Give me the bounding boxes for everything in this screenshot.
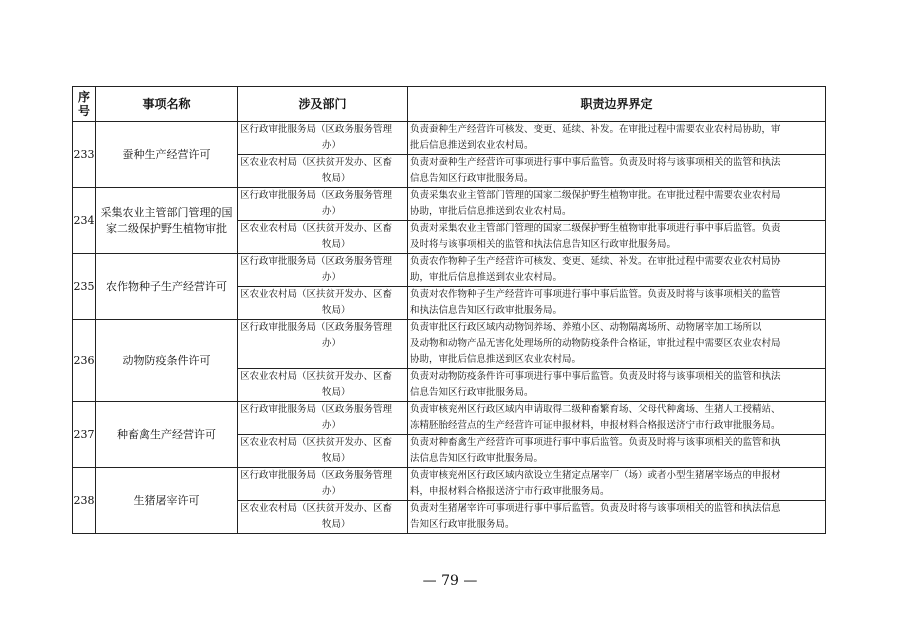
item-number: 235	[73, 254, 96, 320]
duty-cell	[408, 155, 826, 188]
header-seq-line1: 序	[77, 90, 90, 104]
department-text-line: 区行政审批服务局（区政务服务管理	[240, 256, 393, 267]
duty-cell	[408, 287, 826, 320]
header-department: 涉及部门	[238, 87, 408, 122]
table-row	[73, 254, 826, 287]
item-number: 237	[73, 402, 96, 468]
department-cell	[238, 435, 408, 468]
item-name: 农作物种子生产经营许可	[96, 254, 238, 320]
duty-text-line: 及时将与该事项相关的监管和执法信息告知区行政审批服务局。	[410, 239, 677, 250]
table-row	[73, 320, 826, 369]
duty-text-line: 料，申报材料合格报送济宁市行政审批服务局。	[410, 486, 610, 497]
department-text-line: 区行政审批服务局（区政务服务管理	[240, 124, 393, 135]
department-text-line: 牧局）	[322, 173, 351, 184]
duty-cell	[408, 188, 826, 221]
duty-text-line: 批后信息推送到农业农村局。	[410, 140, 534, 151]
department-cell	[238, 320, 408, 369]
duty-text-line: 信息告知区行政审批服务局。	[410, 387, 534, 398]
duty-text-line: 及动物和动物产品无害化处理场所的动物防疫条件合格证，审批过程中需要区农业农村局	[410, 338, 781, 349]
duty-cell	[408, 402, 826, 435]
duty-cell	[408, 320, 826, 369]
duty-cell	[408, 501, 826, 534]
duty-cell	[408, 122, 826, 155]
department-cell	[238, 221, 408, 254]
duty-text-line: 告知区行政审批服务局。	[410, 519, 515, 530]
header-seq-line2: 号	[77, 104, 90, 118]
duty-boundary-table	[72, 86, 826, 534]
department-cell	[238, 402, 408, 435]
department-text-line: 牧局）	[322, 519, 351, 530]
department-text-line: 办）	[322, 420, 342, 431]
page-number: — 79 —	[422, 573, 478, 589]
department-cell	[238, 155, 408, 188]
department-cell	[238, 468, 408, 501]
department-text-line: 办）	[322, 206, 342, 217]
table-header-row	[73, 87, 826, 122]
item-number: 238	[73, 468, 96, 534]
duty-cell	[408, 221, 826, 254]
header-item-name: 事项名称	[96, 87, 238, 122]
department-text-line: 区行政审批服务局（区政务服务管理	[240, 404, 393, 415]
department-text-line: 区行政审批服务局（区政务服务管理	[240, 322, 393, 333]
duty-text-line: 负责对种畜禽生产经营许可事项进行事中事后监管。负责及时将与该事项相关的监管和执	[410, 437, 781, 448]
department-cell	[238, 369, 408, 402]
duty-text-line: 助，审批后信息推送到农业农村局。	[410, 272, 563, 283]
department-text-line: 区农业农村局（区扶贫开发办、区畜	[240, 289, 393, 300]
department-text-line: 办）	[322, 140, 342, 151]
duty-text-line: 负责采集农业主管部门管理的国家二级保护野生植物审批。在审批过程中需要农业农村局	[410, 190, 781, 201]
item-number: 236	[73, 320, 96, 402]
item-name: 生猪屠宰许可	[96, 468, 238, 534]
department-text-line: 牧局）	[322, 387, 351, 398]
duty-text-line: 协助，审批后信息推送到区农业农村局。	[410, 354, 582, 365]
department-text-line: 区行政审批服务局（区政务服务管理	[240, 470, 393, 481]
department-text-line: 区农业农村局（区扶贫开发办、区畜	[240, 371, 393, 382]
item-name: 种畜禽生产经营许可	[96, 402, 238, 468]
duty-text-line: 法信息告知区行政审批服务局。	[410, 453, 544, 464]
department-cell	[238, 122, 408, 155]
table-row	[73, 402, 826, 435]
department-text-line: 办）	[322, 338, 342, 349]
table-row	[73, 468, 826, 501]
duty-text-line: 负责对蚕种生产经营许可事项进行事中事后监管。负责及时将与该事项相关的监管和执法	[410, 157, 781, 168]
department-text-line: 牧局）	[322, 305, 351, 316]
department-text-line: 办）	[322, 272, 342, 283]
duty-cell	[408, 435, 826, 468]
duty-text-line: 负责蚕种生产经营许可核发、变更、延续、补发。在审批过程中需要农业农村局协助，审	[410, 124, 781, 135]
duty-text-line: 负责审核兖州区行政区域内欲设立生猪定点屠宰厂（场）或者小型生猪屠宰场点的申报材	[410, 470, 781, 481]
item-number: 233	[73, 122, 96, 188]
department-text-line: 区农业农村局（区扶贫开发办、区畜	[240, 157, 393, 168]
duty-text-line: 负责农作物种子生产经营许可核发、变更、延续、补发。在审批过程中需要农业农村局协	[410, 256, 781, 267]
duty-cell	[408, 468, 826, 501]
duty-text-line: 信息告知区行政审批服务局。	[410, 173, 534, 184]
item-name: 采集农业主管部门管理的国家二级保护野生植物审批	[96, 188, 238, 254]
item-name: 蚕种生产经营许可	[96, 122, 238, 188]
table-row	[73, 188, 826, 221]
table-row	[73, 122, 826, 155]
duty-cell	[408, 254, 826, 287]
header-seq	[73, 87, 96, 122]
duty-text-line: 负责对生猪屠宰许可事项进行事中事后监管。负责及时将与该事项相关的监管和执法信息	[410, 503, 781, 514]
department-cell	[238, 254, 408, 287]
duty-text-line: 负责审核兖州区行政区域内申请取得二级种畜繁育场、父母代种禽场、生猪人工授精站、	[410, 404, 781, 415]
table-body	[73, 122, 826, 534]
department-cell	[238, 188, 408, 221]
department-text-line: 区行政审批服务局（区政务服务管理	[240, 190, 393, 201]
item-name: 动物防疫条件许可	[96, 320, 238, 402]
duty-cell	[408, 369, 826, 402]
department-cell	[238, 287, 408, 320]
department-cell	[238, 501, 408, 534]
duty-text-line: 负责对动物防疫条件许可事项进行事中事后监管。负责及时将与该事项相关的监管和执法	[410, 371, 781, 382]
department-text-line: 牧局）	[322, 239, 351, 250]
department-text-line: 区农业农村局（区扶贫开发办、区畜	[240, 503, 393, 514]
duty-text-line: 冻精胚胎经营点的生产经营许可证申报材料，申报材料合格报送济宁市行政审批服务局。	[410, 420, 781, 431]
department-text-line: 区农业农村局（区扶贫开发办、区畜	[240, 223, 393, 234]
department-text-line: 区农业农村局（区扶贫开发办、区畜	[240, 437, 393, 448]
department-text-line: 牧局）	[322, 453, 351, 464]
item-number: 234	[73, 188, 96, 254]
duty-text-line: 负责对农作物种子生产经营许可事项进行事中事后监管。负责及时将与该事项相关的监管	[410, 289, 781, 300]
duty-text-line: 负责审批区行政区域内动物饲养场、养殖小区、动物隔离场所、动物屠宰加工场所以	[410, 322, 762, 333]
header-duty-boundary: 职责边界界定	[408, 87, 826, 122]
duty-text-line: 和执法信息告知区行政审批服务局。	[410, 305, 563, 316]
duty-text-line: 协助，审批后信息推送到农业农村局。	[410, 206, 572, 217]
duty-text-line: 负责对采集农业主管部门管理的国家二级保护野生植物审批事项进行事中事后监管。负责	[410, 223, 781, 234]
department-text-line: 办）	[322, 486, 342, 497]
